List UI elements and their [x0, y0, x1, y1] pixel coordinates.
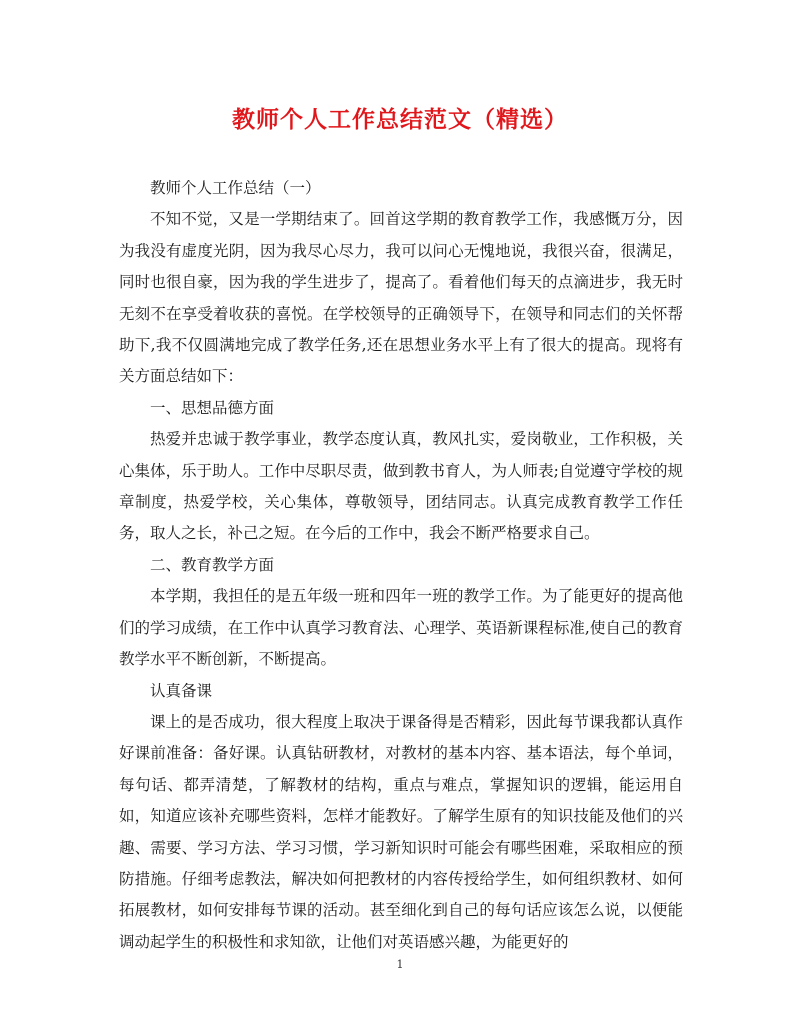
section-heading: 教师个人工作总结（一）: [150, 179, 321, 197]
paragraph: 热爱并忠诚于教学事业，教学态度认真，教风扎实，爱岗敬业，工作积极，关心集体，乐于助人。工作中尽职尽责，做到教书育人，为人师表;自觉遵守学校的规章制度，热爱学校，关心集体，尊敬领导，团结同志。认真完成教育教学工作任务，取人之长，补己之短。在今后的工作中，我会不断严格要求自己。: [119, 430, 683, 543]
page-number: 1: [396, 958, 404, 971]
section-heading: 认真备课: [150, 681, 213, 700]
document-title: 教师个人工作总结范文（精选）: [232, 106, 568, 133]
paragraph: 不知不觉，又是一学期结束了。回首这学期的教育教学工作，我感慨万分，因为我没有虚度光阴，因为我尽心尽力，我可以问心无愧地说，我很兴奋，很满足，同时也很自豪，因为我的学生进步了，提高了。看着他们每天的点滴进步，我无时无刻不在享受着收获的喜悦。在学校领导的正确领导下，在领导和同志们的关怀帮助下,我不仅圆满地完成了教学任务,还在思想业务水平上有了很大的提高。现将有关方面总结如下：: [119, 210, 683, 386]
document-body: [119, 173, 683, 958]
section-heading: 一、思想品德方面: [150, 398, 275, 417]
paragraph: 课上的是否成功，很大程度上取决于课备得是否精彩，因此每节课我都认真作好课前准备：备好课。认真钻研教材，对教材的基本内容、基本语法，每个单词，每句话、都弄清楚，了解教材的结构，重点与难点，掌握知识的逻辑，能运用自如，知道应该补充哪些资料，怎样才能教好。了解学生原有的知识技能及他们的兴趣、需要、学习方法、学习习惯，学习新知识时可能会有哪些困难，采取相应的预防措施。仔细考虑教法，解决如何把教材的内容传授给学生，如何组织教材、如何拓展教材，如何安排每节课的活动。甚至细化到自己的每句话应该怎么说，以便能调动起学生的积极性和求知欲，让他们对英语感兴趣，为能更好的: [119, 712, 683, 951]
paragraph: 本学期，我担任的是五年级一班和四年一班的教学工作。为了能更好的提高他们的学习成绩，在工作中认真学习教育法、心理学、英语新课程标准,使自己的教育教学水平不断创新，不断提高。: [119, 587, 683, 669]
section-heading: 二、教育教学方面: [150, 555, 275, 574]
